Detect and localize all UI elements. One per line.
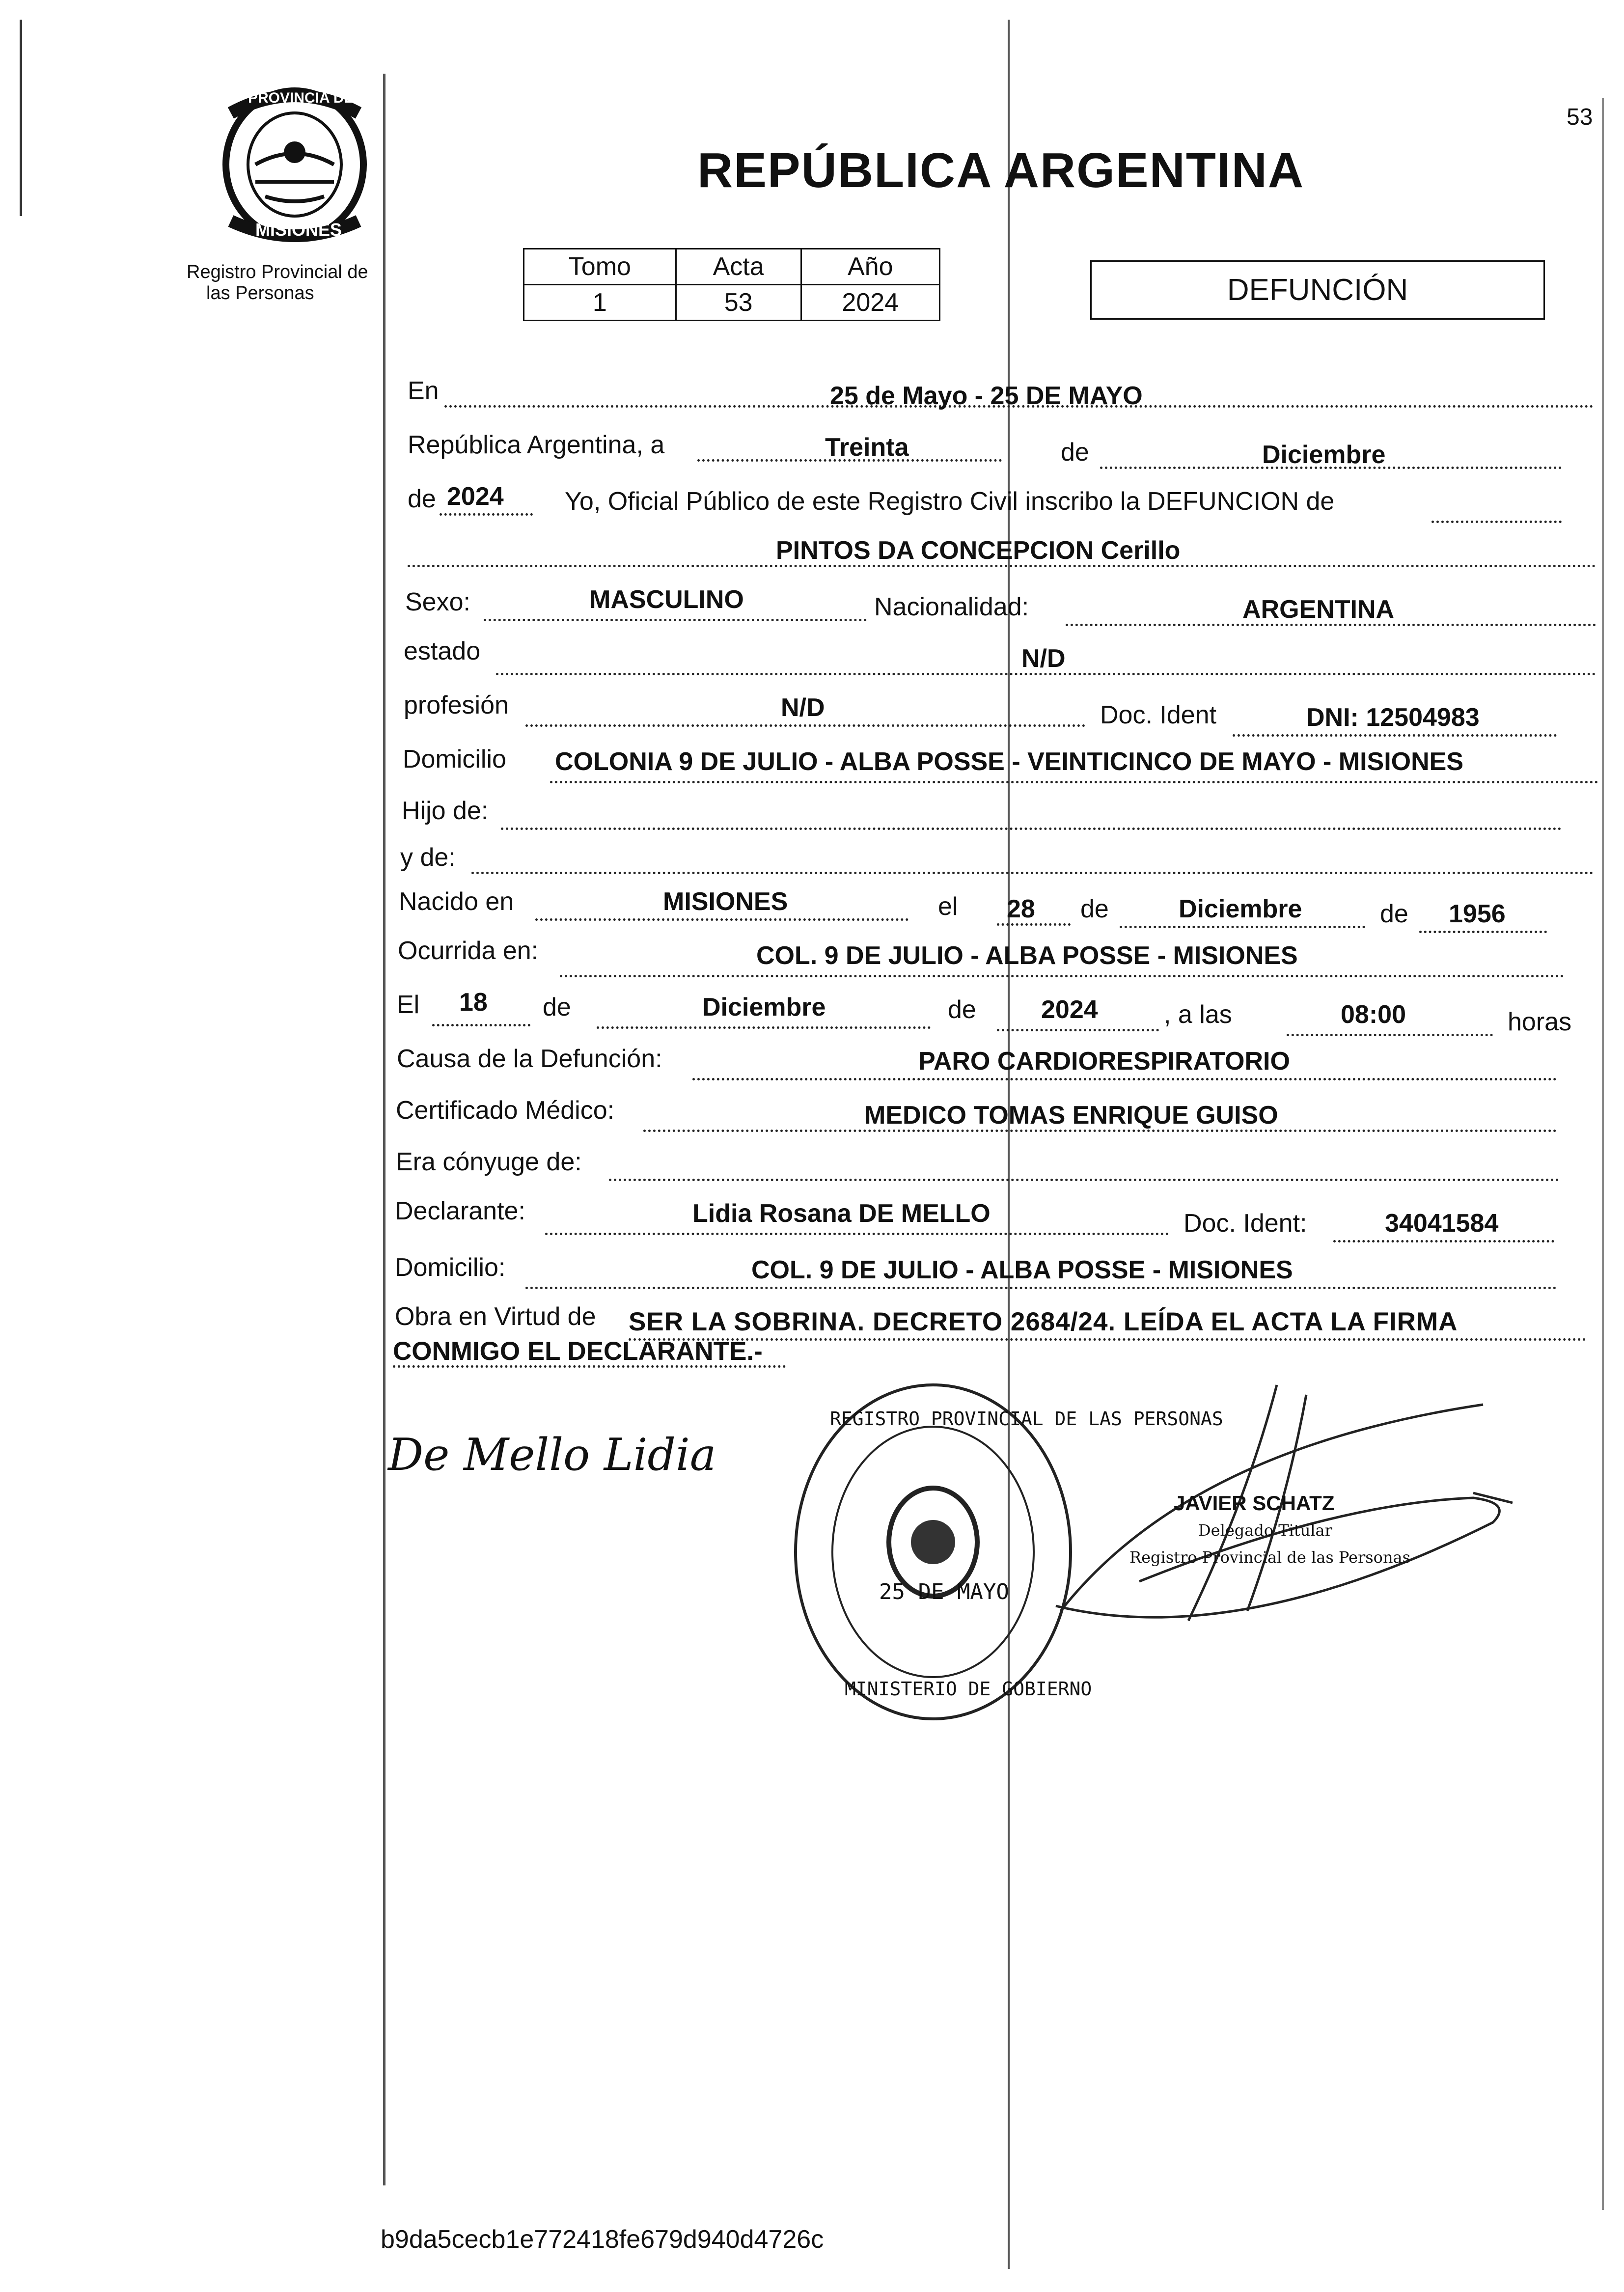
birth-year-value: 1956: [1449, 900, 1506, 928]
sexo-label: Sexo:: [405, 588, 470, 616]
causa-value: PARO CARDIORESPIRATORIO: [918, 1047, 1290, 1076]
conyuge-label: Era cónyuge de:: [396, 1148, 582, 1176]
de4-label: de: [1380, 900, 1408, 928]
birth-day-value: 28: [1007, 895, 1035, 923]
year-dotline: [440, 513, 533, 516]
nac-dotline: [1066, 624, 1596, 626]
name-dotline: [408, 565, 1596, 567]
declarante-value: Lidia Rosana DE MELLO: [692, 1199, 991, 1228]
conyuge-dotline: [609, 1179, 1559, 1181]
obra-value-line1: SER LA SOBRINA. DECRETO 2684/24. LEÍDA EL ACTA LA FIRMA: [629, 1307, 1458, 1336]
page-number: 53: [1567, 104, 1593, 130]
doc-dotline: [1233, 734, 1557, 737]
certificado-label: Certificado Médico:: [396, 1096, 615, 1125]
decl-doc-value: 34041584: [1385, 1209, 1499, 1238]
right-edge-line: [1602, 98, 1604, 2210]
fold-line: [1008, 20, 1010, 2269]
seal-bottom-text: MISIONES: [255, 220, 342, 240]
sexo-dotline: [484, 619, 867, 621]
horas-label: horas: [1508, 1008, 1572, 1036]
estado-value: N/D: [1021, 644, 1066, 673]
de-label: de: [1061, 438, 1089, 467]
domicilio2-value: COL. 9 DE JULIO - ALBA POSSE - MISIONES: [751, 1256, 1293, 1284]
domicilio2-label: Domicilio:: [395, 1253, 506, 1282]
official-org: Registro Provincial de las Personas: [1129, 1548, 1411, 1567]
death-time-value: 08:00: [1341, 1000, 1406, 1029]
nacido-dotline: [535, 918, 908, 921]
yo-text: Yo, Oficial Público de este Registro Civil inscribo la DEFUNCION de: [565, 487, 1335, 516]
de3-label: de: [1080, 895, 1109, 923]
bday-dotline: [997, 923, 1071, 926]
declarante-label: Declarante:: [395, 1197, 525, 1225]
form-left-border: [383, 74, 385, 2185]
stamp-top-text: REGISTRO PROVINCIAL DE LAS PERSONAS: [830, 1408, 1223, 1430]
doc-ident-label: Doc. Ident: [1100, 701, 1217, 729]
nacido-value: MISIONES: [663, 887, 788, 916]
left-scan-bar: [20, 20, 22, 216]
decl-doc-label: Doc. Ident:: [1184, 1209, 1307, 1238]
nacido-label: Nacido en: [399, 887, 514, 916]
death-day-value: 18: [459, 988, 488, 1017]
stamp-center-text: 25 DE MAYO: [879, 1579, 1009, 1604]
hijo-label: Hijo de:: [402, 797, 489, 825]
official-name: JAVIER SCHATZ: [1174, 1491, 1335, 1515]
domicilio-label: Domicilio: [403, 745, 506, 773]
ref-value-tomo: 1: [524, 285, 676, 321]
document-hash: b9da5cecb1e772418fe679d940d4726c: [381, 2225, 824, 2254]
dyear-dotline: [997, 1029, 1159, 1031]
el2-label: El: [397, 991, 420, 1019]
obra-value-line2: CONMIGO EL DECLARANTE.-: [393, 1337, 763, 1366]
de6-label: de: [948, 995, 976, 1024]
ref-header-acta: Acta: [676, 249, 801, 285]
domicilio-value: COLONIA 9 DE JULIO - ALBA POSSE - VEINTICINCO DE MAYO - MISIONES: [555, 747, 1464, 776]
a-las-label: , a las: [1164, 1000, 1232, 1029]
dom-dotline: [550, 781, 1598, 783]
declarant-signature: De Mello Lidia: [388, 1429, 716, 1481]
profesion-value: N/D: [781, 693, 825, 722]
el-label: el: [938, 892, 958, 921]
obra-dotline1: [629, 1338, 1586, 1341]
prof-dotline: [525, 724, 1085, 727]
decl-doc-dotline: [1333, 1240, 1554, 1243]
de5-label: de: [543, 993, 571, 1022]
cert-dotline: [643, 1130, 1557, 1132]
registry-name-line1: Registro Provincial de: [187, 262, 368, 282]
hijo-dotline: [501, 828, 1562, 830]
ref-header-tomo: Tomo: [524, 249, 676, 285]
de2-label: de: [408, 485, 436, 513]
profesion-label: profesión: [404, 691, 509, 719]
yde-label: y de:: [400, 843, 456, 872]
causa-dotline: [692, 1078, 1557, 1080]
causa-label: Causa de la Defunción:: [397, 1045, 662, 1073]
yde-dotline: [471, 872, 1594, 874]
doc-ident-value: DNI: 12504983: [1306, 703, 1480, 732]
dom2-dotline: [525, 1287, 1557, 1289]
death-month-value: Diciembre: [702, 993, 826, 1022]
official-role: Delegado Titular: [1198, 1521, 1332, 1540]
ref-value-ano: 2024: [801, 285, 939, 321]
decl-dotline: [545, 1233, 1169, 1235]
stamp-bottom-text: MINISTERIO DE GOBIERNO: [845, 1678, 1092, 1700]
certificado-value: MEDICO TOMAS ENRIQUE GUISO: [864, 1101, 1278, 1130]
time-dotline: [1287, 1034, 1493, 1036]
en-value: 25 de Mayo - 25 DE MAYO: [830, 382, 1143, 410]
sexo-value: MASCULINO: [589, 585, 744, 614]
estado-dotline: [496, 673, 1596, 675]
dday-dotline: [432, 1024, 530, 1026]
republica-label: República Argentina, a: [408, 431, 665, 459]
nacionalidad-label: Nacionalidad:: [874, 593, 1029, 621]
month-value: Diciembre: [1262, 441, 1386, 469]
seal-top-text: PROVINCIA DE: [248, 90, 354, 106]
death-year-value: 2024: [1041, 995, 1098, 1024]
doc-type-box: DEFUNCIÓN: [1090, 260, 1545, 320]
nacionalidad-value: ARGENTINA: [1242, 595, 1395, 624]
year-value: 2024: [447, 482, 504, 511]
dmonth-dotline: [597, 1026, 931, 1029]
name-value: PINTOS DA CONCEPCION Cerillo: [776, 536, 1181, 565]
en-label: En: [408, 377, 439, 405]
bmonth-dotline: [1120, 926, 1365, 928]
yo-dotline: [1431, 521, 1562, 523]
ocurrida-value: COL. 9 DE JULIO - ALBA POSSE - MISIONES: [756, 941, 1298, 970]
day-value: Treinta: [825, 433, 909, 462]
ref-header-ano: Año: [801, 249, 939, 285]
byear-dotline: [1419, 931, 1547, 933]
registry-name-line2: las Personas: [206, 283, 314, 304]
birth-month-value: Diciembre: [1179, 895, 1302, 923]
ocurrida-dotline: [560, 975, 1564, 977]
ocurrida-label: Ocurrida en:: [398, 937, 539, 965]
reference-table: [523, 248, 940, 321]
ref-value-acta: 53: [676, 285, 801, 321]
page-title: REPÚBLICA ARGENTINA: [697, 143, 1305, 198]
estado-label: estado: [404, 637, 481, 665]
obra-label: Obra en Virtud de: [395, 1302, 596, 1331]
obra-dotline2: [393, 1365, 786, 1368]
